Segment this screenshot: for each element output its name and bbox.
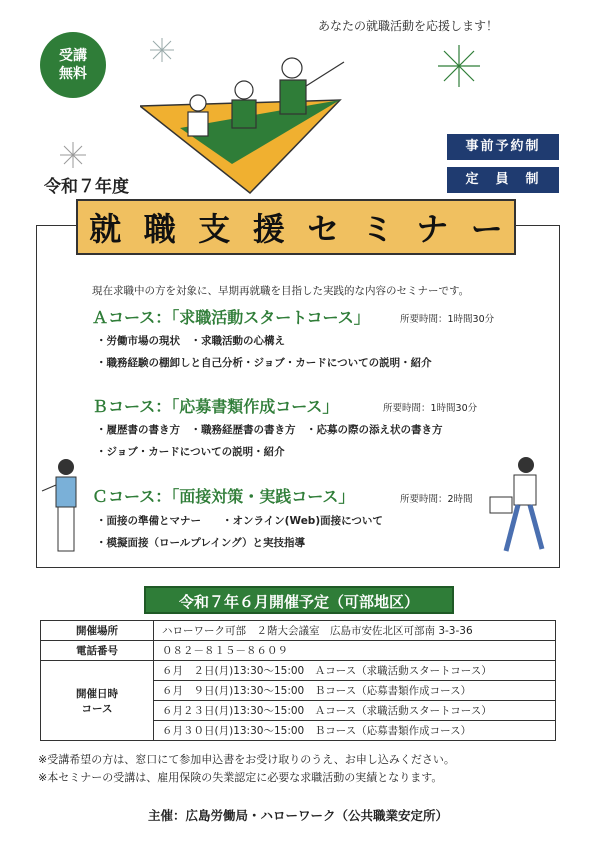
info-table: [40, 620, 556, 741]
sparkle-icon: [150, 38, 174, 62]
note-1: ※受講希望の方は、窓口にて参加申込書をお受け取りのうえ、お申し込みください。: [38, 753, 455, 766]
phone-label: 電話番号: [41, 641, 154, 661]
schedule-banner: 令和７年６月開催予定（可部地区）: [144, 586, 454, 614]
course-b-duration: 所要時間：1時間30分: [383, 403, 478, 414]
intro-text: 現在求職中の方を対象に、早期再就職を目指した実践的な内容のセミナーです。: [92, 285, 470, 297]
table-row: [41, 661, 556, 681]
title-char: セ: [307, 210, 340, 248]
date-row: ６月 ９日(月)13:30～15:00 Ｂコース（応募書類作成コース）: [154, 681, 556, 701]
course-c-item: ・面接の準備とマナー ・オンライン(Web)面接について: [96, 515, 383, 527]
course-a-item: ・職務経験の棚卸しと自己分析・ジョブ・カードについての説明・紹介: [96, 357, 432, 369]
title-char: 援: [252, 210, 285, 248]
title-char: ミ: [361, 210, 394, 248]
title-char: 職: [143, 210, 176, 248]
course-b-item: ・履歴書の書き方 ・職務経歴書の書き方 ・応募の際の添え状の書き方: [96, 424, 443, 436]
venue-value: ハローワーク可部 ２階大会議室 広島市安佐北区可部南 3-3-36: [154, 621, 556, 641]
course-a-title: Ａコース：「求職活動スタートコース」: [92, 308, 370, 327]
title-char: 就: [89, 210, 122, 248]
title-char: ナ: [416, 210, 449, 248]
dates-label-line2: コース: [81, 702, 113, 715]
course-a-item: ・労働市場の現状 ・求職活動の心構え: [96, 335, 285, 347]
title-char: 支: [198, 210, 231, 248]
tagline: あなたの就職活動を応援します！: [318, 19, 499, 33]
phone-value: ０８２－８１５－８６０９: [154, 641, 556, 661]
course-a-duration: 所要時間：1時間30分: [400, 314, 495, 325]
table-row: [41, 621, 556, 641]
year-label: 令和７年度: [44, 177, 129, 197]
sparkle-icon: [438, 45, 480, 87]
date-row: ６月３０日(月)13:30～15:00 Ｂコース（応募書類作成コース）: [154, 721, 556, 741]
organizer: 主催：広島労働局・ハローワーク（公共職業安定所）: [147, 808, 448, 823]
free-badge: [40, 32, 106, 98]
dates-label: [41, 661, 154, 741]
sparkle-icon: [58, 140, 88, 170]
date-row: ６月 ２日(月)13:30～15:00 Ａコース（求職活動スタートコース）: [154, 661, 556, 681]
reservation-tag: 事前予約制: [447, 134, 559, 160]
title-char: ー: [470, 210, 503, 248]
capacity-tag: 定 員 制: [447, 167, 559, 193]
dates-label-line1: 開催日時: [76, 687, 118, 700]
table-row: [41, 641, 556, 661]
course-c-item: ・模擬面接（ロールプレイング）と実技指導: [96, 537, 305, 549]
page-title: [76, 199, 516, 255]
date-row: ６月２３日(月)13:30～15:00 Ａコース（求職活動スタートコース）: [154, 701, 556, 721]
course-b-title: Ｂコース：「応募書類作成コース」: [92, 397, 339, 416]
note-2: ※本セミナーの受講は、雇用保険の失業認定に必要な求職活動の実績となります。: [38, 771, 443, 784]
course-c-title: Ｃコース：「面接対策・実践コース」: [92, 487, 355, 506]
woman-figure: [40, 455, 88, 555]
badge-line1: 受講: [59, 48, 87, 64]
course-c-duration: 所要時間：2時間: [400, 494, 473, 505]
venue-label: 開催場所: [41, 621, 154, 641]
course-b-item: ・ジョブ・カードについての説明・紹介: [96, 446, 285, 458]
man-figure: [488, 455, 548, 555]
badge-line2: 無料: [59, 66, 87, 82]
